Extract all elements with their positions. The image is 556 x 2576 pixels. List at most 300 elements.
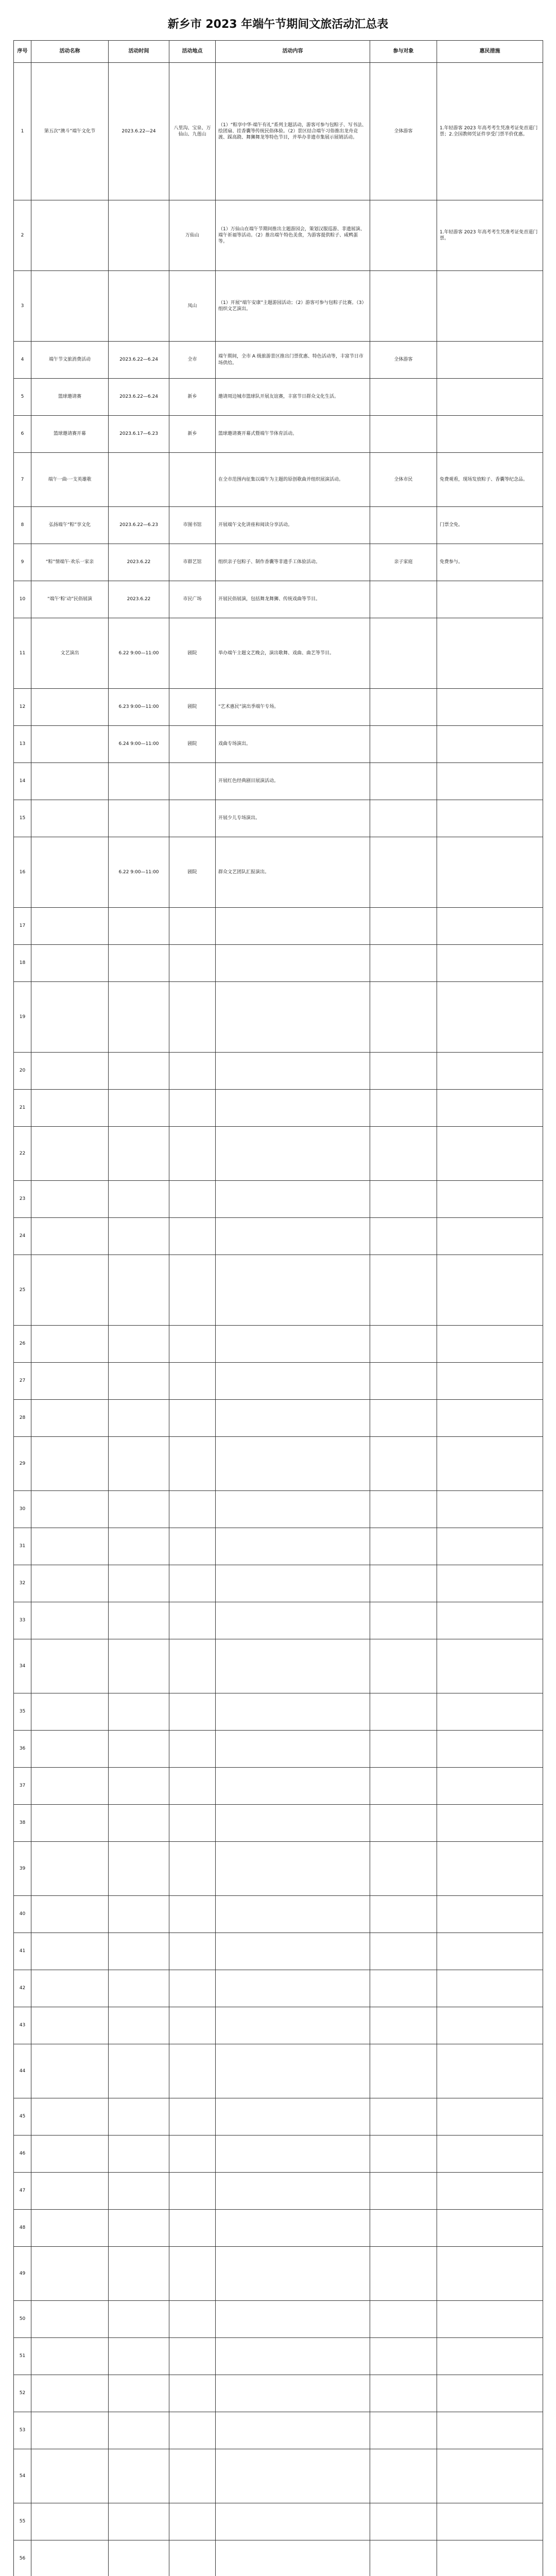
row-participants <box>370 271 437 342</box>
row-activity-place <box>169 1218 216 1255</box>
row-participants <box>370 1255 437 1326</box>
row-activity-name: “粽”情端午·欢乐一家亲 <box>31 544 109 581</box>
row-number: 19 <box>14 982 31 1053</box>
row-number: 9 <box>14 544 31 581</box>
row-activity-place: 万仙山 <box>169 200 216 271</box>
table-row <box>14 908 543 945</box>
row-activity-place <box>169 1255 216 1326</box>
row-activity-name <box>31 1181 109 1218</box>
row-participants <box>370 2044 437 2098</box>
row-activity-time <box>109 2247 169 2301</box>
table-row <box>14 1805 543 1842</box>
row-activity-time <box>109 1181 169 1218</box>
row-number: 29 <box>14 1437 31 1491</box>
row-activity-place <box>169 1565 216 1602</box>
row-benefits <box>437 945 543 982</box>
row-activity-content <box>216 1053 370 1090</box>
row-benefits <box>437 1933 543 1970</box>
row-activity-place <box>169 2210 216 2247</box>
row-activity-content <box>216 1181 370 1218</box>
row-benefits <box>437 2375 543 2412</box>
row-benefits <box>437 2007 543 2044</box>
row-participants <box>370 1933 437 1970</box>
row-activity-time <box>109 1768 169 1805</box>
row-activity-place <box>169 2173 216 2210</box>
row-activity-content <box>216 1565 370 1602</box>
row-number: 28 <box>14 1400 31 1437</box>
row-number: 11 <box>14 618 31 689</box>
row-activity-time: 6.23 9:00—11:00 <box>109 689 169 726</box>
row-activity-name <box>31 2449 109 2503</box>
row-number: 54 <box>14 2449 31 2503</box>
row-activity-name <box>31 2007 109 2044</box>
row-participants: 亲子家庭 <box>370 544 437 581</box>
table-row <box>14 2338 543 2375</box>
row-participants <box>370 1528 437 1565</box>
row-activity-content <box>216 1218 370 1255</box>
row-number: 53 <box>14 2412 31 2449</box>
row-activity-content <box>216 1090 370 1127</box>
row-activity-content <box>216 2412 370 2449</box>
row-number: 31 <box>14 1528 31 1565</box>
row-participants <box>370 2301 437 2338</box>
row-activity-time <box>109 1805 169 1842</box>
row-participants <box>370 200 437 271</box>
row-participants <box>370 2247 437 2301</box>
row-participants <box>370 2007 437 2044</box>
row-activity-time: 6.22 9:00—11:00 <box>109 837 169 908</box>
row-activity-content <box>216 2136 370 2173</box>
row-activity-place <box>169 1842 216 1896</box>
row-number: 10 <box>14 581 31 618</box>
row-participants <box>370 1090 437 1127</box>
header-activity-time: 活动时间 <box>109 41 169 63</box>
table-row <box>14 1639 543 1693</box>
row-activity-time <box>109 2301 169 2338</box>
row-activity-name <box>31 1363 109 1400</box>
row-activity-content: 开展民俗展演，包括舞龙舞狮、传统戏曲等节目。 <box>216 581 370 618</box>
row-participants <box>370 1491 437 1528</box>
row-participants <box>370 2173 437 2210</box>
row-benefits <box>437 908 543 945</box>
row-activity-content: （1）“粽享中华·端午有礼”系列主题活动，游客可参与包粽子、写书法、绘团扇、挂香囊等传统民俗体验。（2）景区结合端午习俗推出龙舟竞渡、踩高跷、舞狮舞龙等特色节目，并举办非遗市集展示展销活动。 <box>216 63 370 200</box>
row-activity-name <box>31 1805 109 1842</box>
row-benefits <box>437 2173 543 2210</box>
row-number: 1 <box>14 63 31 200</box>
header-number: 序号 <box>14 41 31 63</box>
row-number: 7 <box>14 453 31 507</box>
row-participants <box>370 1639 437 1693</box>
row-number: 49 <box>14 2247 31 2301</box>
row-participants <box>370 2412 437 2449</box>
row-activity-time: 2023.6.22—6.24 <box>109 342 169 379</box>
table-row <box>14 453 543 507</box>
row-benefits <box>437 1255 543 1326</box>
row-activity-place <box>169 800 216 837</box>
row-benefits <box>437 2540 543 2576</box>
row-number: 21 <box>14 1090 31 1127</box>
row-benefits <box>437 1127 543 1181</box>
row-number: 13 <box>14 726 31 763</box>
row-activity-place: 新乡 <box>169 416 216 453</box>
row-participants <box>370 1326 437 1363</box>
row-participants <box>370 2449 437 2503</box>
row-activity-content <box>216 1842 370 1896</box>
row-activity-time <box>109 1565 169 1602</box>
row-number: 32 <box>14 1565 31 1602</box>
row-activity-name <box>31 1602 109 1639</box>
row-activity-content: 戏曲专场演出。 <box>216 726 370 763</box>
row-activity-name: 文艺演出 <box>31 618 109 689</box>
row-benefits: 门票全免。 <box>437 507 543 544</box>
row-activity-time <box>109 982 169 1053</box>
row-participants <box>370 1970 437 2007</box>
row-activity-place <box>169 1768 216 1805</box>
row-activity-time <box>109 2540 169 2576</box>
table-row <box>14 618 543 689</box>
row-activity-content <box>216 2173 370 2210</box>
table-row <box>14 581 543 618</box>
row-benefits <box>437 982 543 1053</box>
row-number: 43 <box>14 2007 31 2044</box>
row-activity-name <box>31 837 109 908</box>
row-activity-name <box>31 2412 109 2449</box>
row-activity-content <box>216 1639 370 1693</box>
row-activity-time: 2023.6.22—6.24 <box>109 379 169 416</box>
header-benefits: 惠民措施 <box>437 41 543 63</box>
row-number: 24 <box>14 1218 31 1255</box>
row-activity-time <box>109 2098 169 2136</box>
row-activity-place: 市群艺馆 <box>169 544 216 581</box>
row-activity-time <box>109 2210 169 2247</box>
row-participants: 全体市民 <box>370 453 437 507</box>
row-activity-name <box>31 2044 109 2098</box>
row-benefits <box>437 689 543 726</box>
row-activity-place <box>169 1933 216 1970</box>
row-activity-content: 开展红色经典剧目展演活动。 <box>216 763 370 800</box>
row-activity-content: 组织亲子包粽子、制作香囊等非遗手工体验活动。 <box>216 544 370 581</box>
row-activity-content: 开展端午文化讲座和阅读分享活动。 <box>216 507 370 544</box>
table-row <box>14 200 543 271</box>
row-benefits <box>437 379 543 416</box>
row-benefits <box>437 1090 543 1127</box>
row-benefits <box>437 1896 543 1933</box>
row-benefits <box>437 800 543 837</box>
row-activity-time: 6.22 9:00—11:00 <box>109 618 169 689</box>
row-participants <box>370 1218 437 1255</box>
row-activity-time <box>109 945 169 982</box>
row-participants <box>370 945 437 982</box>
table-row <box>14 837 543 908</box>
row-activity-place <box>169 2338 216 2375</box>
row-activity-time <box>109 1127 169 1181</box>
table-row <box>14 416 543 453</box>
row-activity-time <box>109 1491 169 1528</box>
row-activity-content <box>216 2044 370 2098</box>
row-number: 5 <box>14 379 31 416</box>
row-activity-time <box>109 2136 169 2173</box>
row-benefits <box>437 763 543 800</box>
row-participants <box>370 1693 437 1731</box>
row-activity-time <box>109 2503 169 2540</box>
table-row <box>14 2007 543 2044</box>
row-participants <box>370 908 437 945</box>
row-benefits <box>437 1768 543 1805</box>
row-benefits <box>437 416 543 453</box>
row-participants <box>370 1437 437 1491</box>
row-number: 42 <box>14 1970 31 2007</box>
table-row <box>14 1255 543 1326</box>
row-activity-place <box>169 945 216 982</box>
row-participants <box>370 1565 437 1602</box>
row-benefits <box>437 618 543 689</box>
row-number: 37 <box>14 1768 31 1805</box>
table-row <box>14 1602 543 1639</box>
row-activity-name <box>31 1255 109 1326</box>
row-participants <box>370 1127 437 1181</box>
row-activity-place <box>169 2044 216 2098</box>
row-number: 35 <box>14 1693 31 1731</box>
row-activity-name <box>31 2136 109 2173</box>
row-activity-name <box>31 2503 109 2540</box>
header-activity-name: 活动名称 <box>31 41 109 63</box>
row-activity-time <box>109 453 169 507</box>
row-activity-name <box>31 1400 109 1437</box>
row-activity-content <box>216 2247 370 2301</box>
table-row <box>14 982 543 1053</box>
row-participants <box>370 1363 437 1400</box>
row-activity-time <box>109 763 169 800</box>
row-activity-content <box>216 2007 370 2044</box>
row-activity-content: 在全市范围内征集以端午为主题的原创歌曲并组织展演活动。 <box>216 453 370 507</box>
row-benefits <box>437 1731 543 1768</box>
row-activity-time <box>109 1639 169 1693</box>
row-number: 17 <box>14 908 31 945</box>
row-activity-content <box>216 1933 370 1970</box>
row-number: 14 <box>14 763 31 800</box>
row-benefits <box>437 2098 543 2136</box>
row-activity-place <box>169 1805 216 1842</box>
row-activity-place <box>169 2098 216 2136</box>
table-row <box>14 2301 543 2338</box>
row-activity-content <box>216 2301 370 2338</box>
row-activity-place <box>169 2449 216 2503</box>
table-row <box>14 2375 543 2412</box>
row-activity-name: 第五次“澳斗”端午文化节 <box>31 63 109 200</box>
table-row <box>14 1400 543 1437</box>
row-participants <box>370 2540 437 2576</box>
table-body <box>14 63 543 2576</box>
row-benefits <box>437 837 543 908</box>
table-row <box>14 2044 543 2098</box>
row-participants <box>370 2136 437 2173</box>
row-activity-place <box>169 1602 216 1639</box>
row-participants <box>370 2098 437 2136</box>
row-number: 52 <box>14 2375 31 2412</box>
row-activity-content <box>216 2375 370 2412</box>
table-row <box>14 945 543 982</box>
row-participants <box>370 1400 437 1437</box>
row-activity-name <box>31 1565 109 1602</box>
row-activity-name <box>31 1896 109 1933</box>
row-benefits <box>437 1602 543 1639</box>
row-benefits <box>437 2301 543 2338</box>
row-number: 23 <box>14 1181 31 1218</box>
row-number: 25 <box>14 1255 31 1326</box>
row-activity-time: 6.24 9:00—11:00 <box>109 726 169 763</box>
row-activity-place <box>169 1127 216 1181</box>
row-benefits <box>437 1970 543 2007</box>
row-participants <box>370 689 437 726</box>
row-activity-content <box>216 1896 370 1933</box>
row-activity-place <box>169 1528 216 1565</box>
row-activity-name <box>31 726 109 763</box>
row-activity-content <box>216 1127 370 1181</box>
row-activity-name <box>31 945 109 982</box>
row-activity-place <box>169 2247 216 2301</box>
row-activity-name <box>31 200 109 271</box>
row-number: 3 <box>14 271 31 342</box>
row-number: 33 <box>14 1602 31 1639</box>
row-activity-place: 八里沟、宝泉、万仙山、九莲山 <box>169 63 216 200</box>
row-number: 47 <box>14 2173 31 2210</box>
row-activity-content <box>216 1805 370 1842</box>
header-participants: 参与对象 <box>370 41 437 63</box>
row-activity-content: “艺术惠民”演出季端午专场。 <box>216 689 370 726</box>
row-activity-time <box>109 1255 169 1326</box>
row-activity-time <box>109 1933 169 1970</box>
row-activity-place <box>169 763 216 800</box>
header-activity-content: 活动内容 <box>216 41 370 63</box>
row-activity-time <box>109 1218 169 1255</box>
row-benefits <box>437 1805 543 1842</box>
row-benefits <box>437 2412 543 2449</box>
row-activity-content <box>216 2098 370 2136</box>
table-row <box>14 2540 543 2576</box>
table-row <box>14 1218 543 1255</box>
table-row <box>14 726 543 763</box>
row-activity-content: 群众文艺团队汇报演出。 <box>216 837 370 908</box>
table-row <box>14 763 543 800</box>
row-benefits: 免费观看，现场发放粽子、香囊等纪念品。 <box>437 453 543 507</box>
header-activity-place: 活动地点 <box>169 41 216 63</box>
row-activity-name <box>31 689 109 726</box>
row-number: 16 <box>14 837 31 908</box>
row-participants <box>370 1602 437 1639</box>
row-activity-time <box>109 908 169 945</box>
row-activity-name <box>31 1731 109 1768</box>
row-activity-name <box>31 1090 109 1127</box>
row-number: 46 <box>14 2136 31 2173</box>
row-activity-place <box>169 2503 216 2540</box>
row-activity-time <box>109 1326 169 1363</box>
row-number: 55 <box>14 2503 31 2540</box>
row-activity-name <box>31 908 109 945</box>
row-activity-name <box>31 2098 109 2136</box>
row-activity-time <box>109 2449 169 2503</box>
row-activity-time <box>109 1970 169 2007</box>
row-activity-name <box>31 1933 109 1970</box>
row-activity-content <box>216 1970 370 2007</box>
row-activity-time <box>109 2173 169 2210</box>
row-activity-place <box>169 1363 216 1400</box>
table-row <box>14 1528 543 1565</box>
row-activity-place <box>169 1896 216 1933</box>
row-activity-time <box>109 2412 169 2449</box>
row-activity-place: 剧院 <box>169 837 216 908</box>
row-activity-place <box>169 982 216 1053</box>
table-row <box>14 507 543 544</box>
row-activity-name <box>31 2173 109 2210</box>
row-activity-time <box>109 1896 169 1933</box>
row-activity-place <box>169 1970 216 2007</box>
table-row <box>14 1731 543 1768</box>
table-row <box>14 689 543 726</box>
row-activity-name <box>31 1326 109 1363</box>
row-participants <box>370 2338 437 2375</box>
row-activity-place <box>169 1181 216 1218</box>
row-activity-name <box>31 2540 109 2576</box>
row-benefits <box>437 1181 543 1218</box>
row-activity-place <box>169 1400 216 1437</box>
row-activity-content: 举办端午主题文艺晚会，演出歌舞、戏曲、曲艺等节目。 <box>216 618 370 689</box>
row-activity-content <box>216 1693 370 1731</box>
row-activity-content <box>216 2338 370 2375</box>
row-benefits <box>437 1218 543 1255</box>
row-activity-place: 新乡 <box>169 379 216 416</box>
row-number: 2 <box>14 200 31 271</box>
row-participants <box>370 1896 437 1933</box>
row-activity-time: 2023.6.17—6.23 <box>109 416 169 453</box>
row-activity-place <box>169 2540 216 2576</box>
row-participants <box>370 982 437 1053</box>
row-activity-content <box>216 1731 370 1768</box>
row-activity-place <box>169 908 216 945</box>
table-header-row <box>14 41 543 63</box>
row-activity-name: 弘扬端午“粽”享文化 <box>31 507 109 544</box>
row-activity-name: “端午‘粽’动”民俗展演 <box>31 581 109 618</box>
row-number: 22 <box>14 1127 31 1181</box>
row-activity-place <box>169 1053 216 1090</box>
table-row <box>14 1693 543 1731</box>
table-row <box>14 2247 543 2301</box>
row-benefits <box>437 1363 543 1400</box>
row-number: 18 <box>14 945 31 982</box>
row-activity-content <box>216 2449 370 2503</box>
table-row <box>14 1181 543 1218</box>
activity-table <box>13 40 543 2576</box>
row-activity-name <box>31 1842 109 1896</box>
row-activity-time <box>109 1400 169 1437</box>
row-number: 15 <box>14 800 31 837</box>
row-activity-place <box>169 453 216 507</box>
row-benefits <box>437 271 543 342</box>
table-row <box>14 1437 543 1491</box>
row-activity-name <box>31 1053 109 1090</box>
row-benefits <box>437 342 543 379</box>
row-activity-place <box>169 1639 216 1693</box>
row-activity-time: 2023.6.22—24 <box>109 63 169 200</box>
row-activity-time <box>109 2007 169 2044</box>
row-activity-place <box>169 1491 216 1528</box>
row-activity-name <box>31 1970 109 2007</box>
row-benefits <box>437 2449 543 2503</box>
row-number: 34 <box>14 1639 31 1693</box>
row-activity-name <box>31 2301 109 2338</box>
row-benefits <box>437 2136 543 2173</box>
row-benefits <box>437 1326 543 1363</box>
row-activity-place: 全市 <box>169 342 216 379</box>
